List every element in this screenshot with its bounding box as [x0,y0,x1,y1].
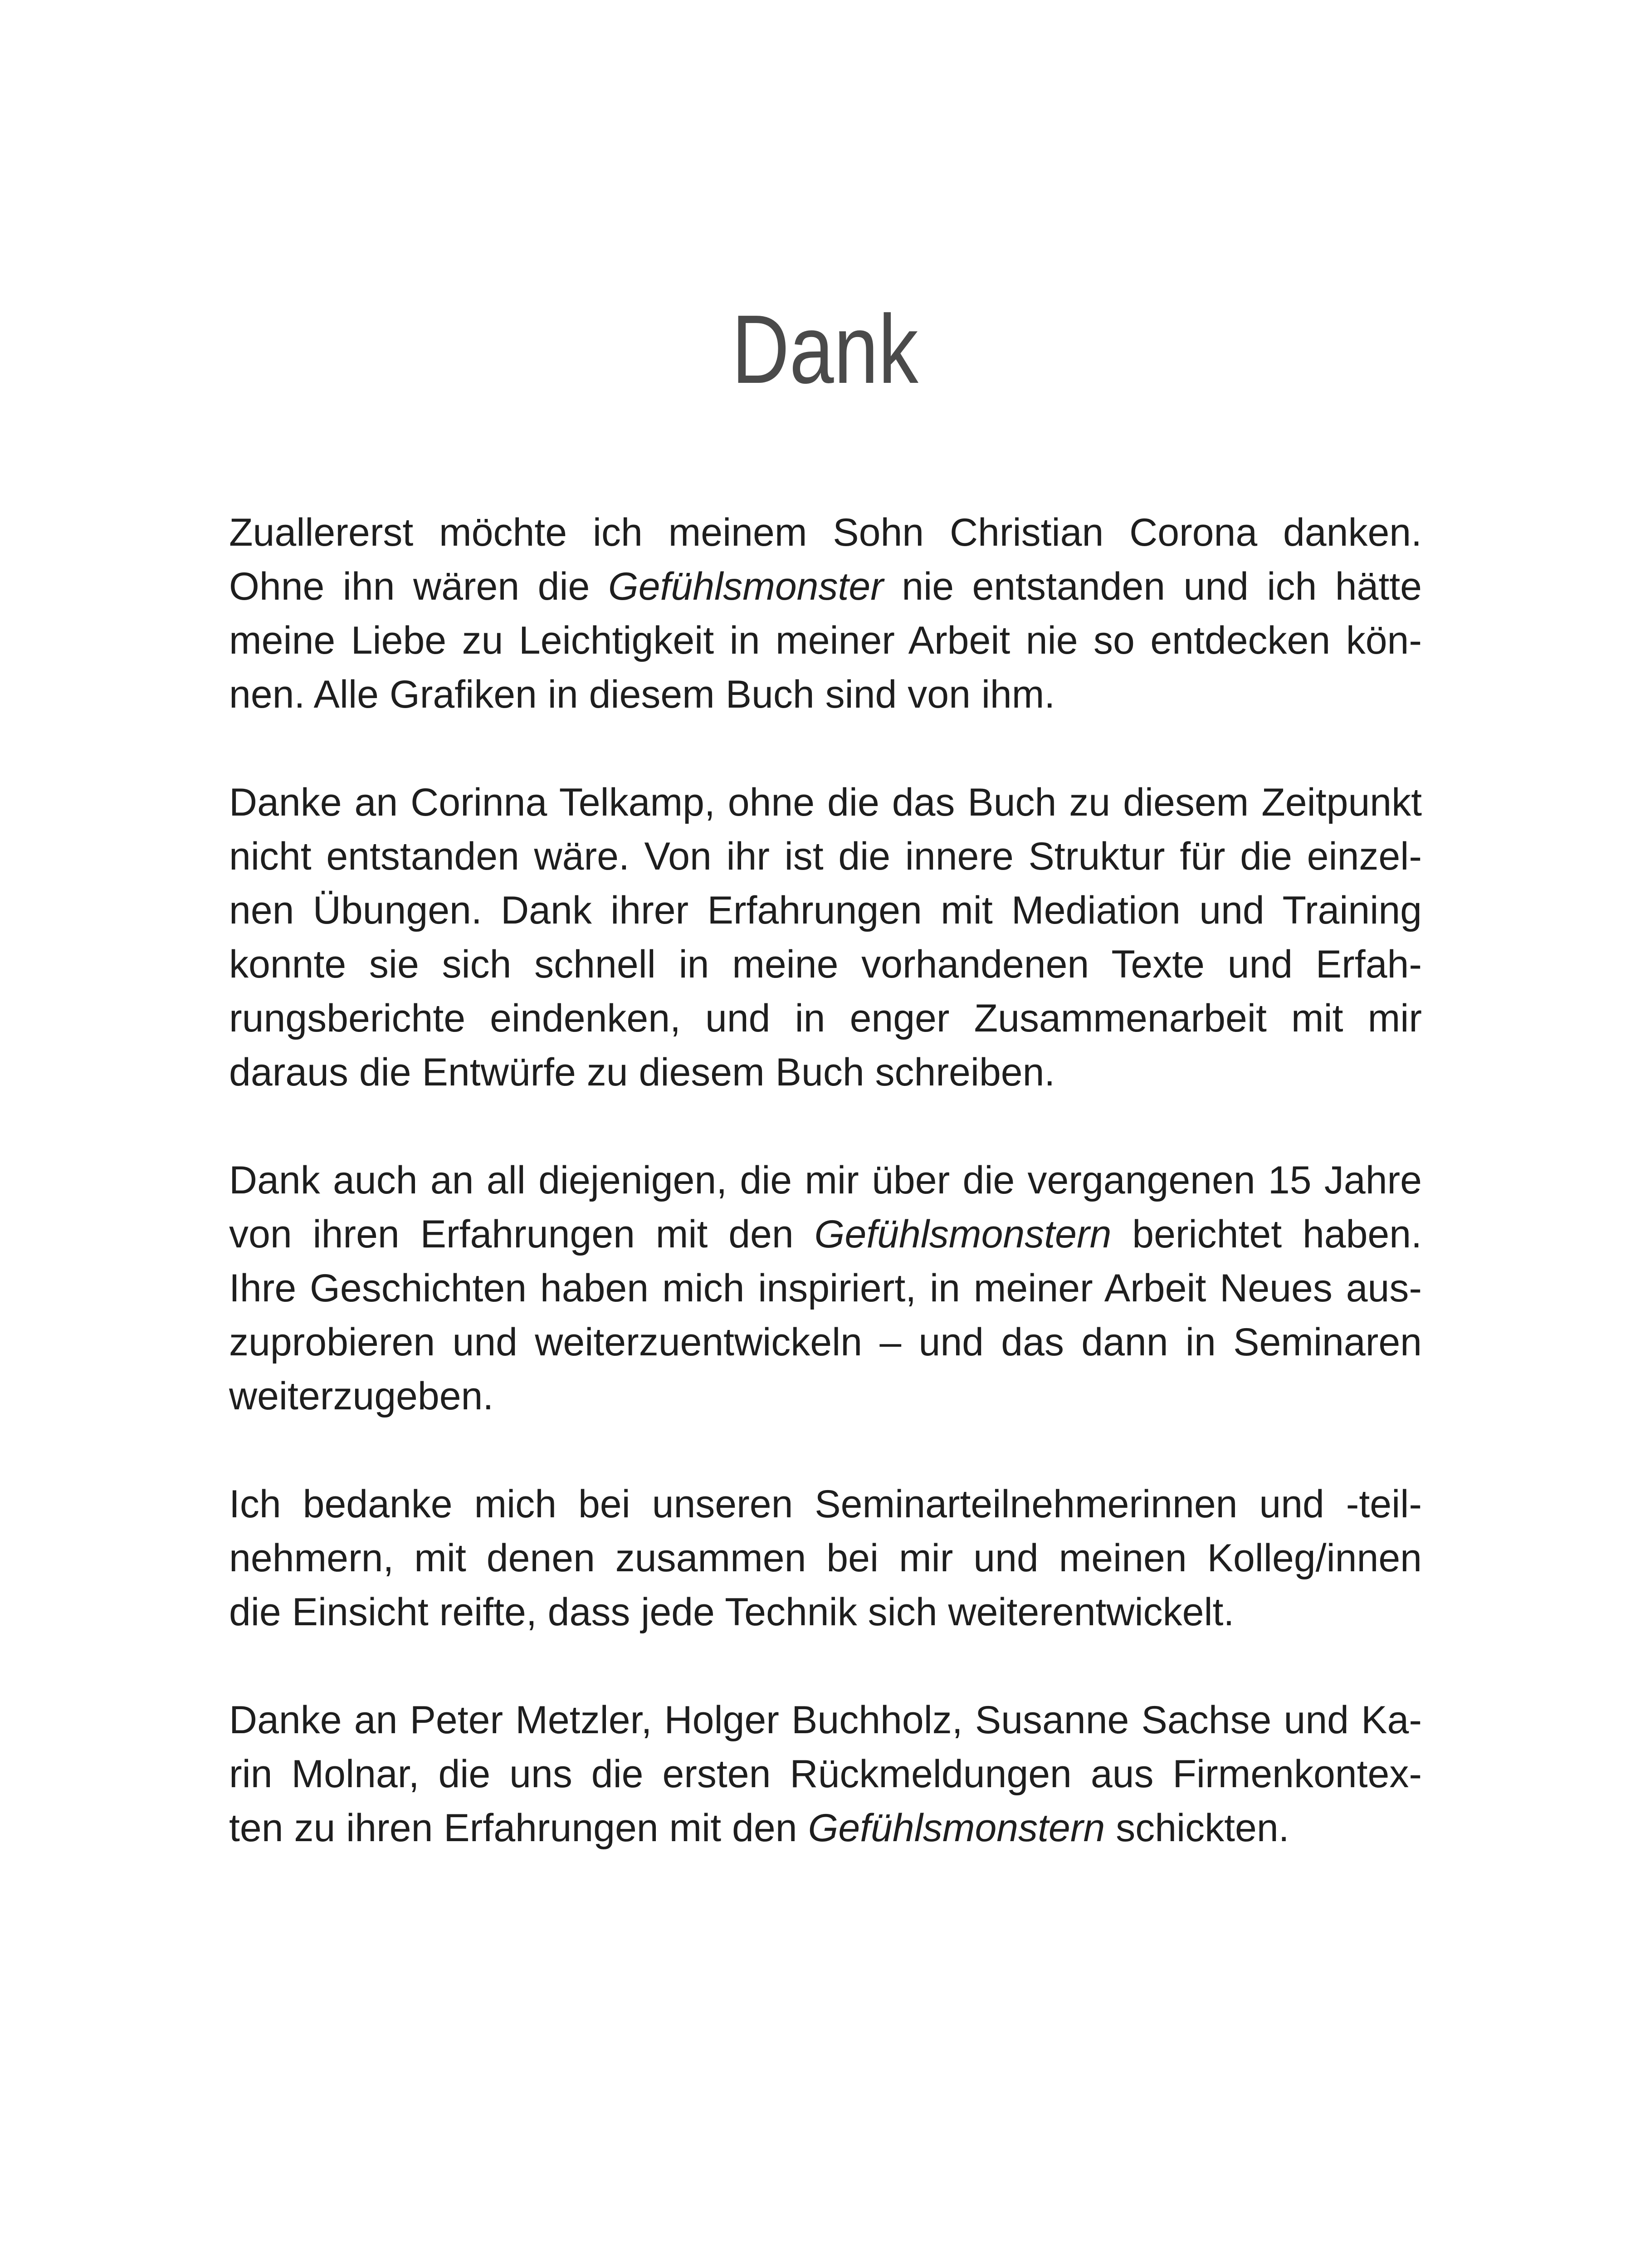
text-line [229,1315,1422,1369]
text-segment: weiterzugeben. [229,1374,494,1418]
text-segment: rin Molnar, die uns die ersten Rückmeldungen aus Firmenkontex- [229,1752,1422,1796]
acknowledgments-text [229,506,1422,1909]
text-line [229,614,1422,668]
text-line [229,1693,1422,1747]
italic-term: Gefühlsmonstern [814,1212,1112,1256]
text-segment: nicht entstanden wäre. Von ihr ist die innere Struktur für die einzel- [229,835,1422,878]
paragraph-2 [229,776,1422,1100]
text-segment: Dank auch an all diejenigen, die mir über die vergangenen 15 Jahre [229,1158,1422,1202]
text-segment: nen. Alle Grafiken in diesem Buch sind von ihm. [229,673,1055,716]
text-line [229,938,1422,992]
text-line [229,1046,1422,1100]
text-line [229,1207,1422,1261]
text-line [229,776,1422,830]
text-segment: nehmern, mit denen zusammen bei mir und meinen Kolleg/innen [229,1536,1422,1580]
text-segment: schickten. [1105,1806,1289,1850]
text-line [229,1585,1422,1639]
text-line [229,1801,1422,1855]
text-line [229,1747,1422,1801]
text-segment: meine Liebe zu Leichtigkeit in meiner Arbeit nie so entdecken kön- [229,619,1422,662]
italic-term: Gefühlsmonster [608,565,884,608]
text-line [229,992,1422,1046]
text-segment: berichtet haben. [1111,1212,1422,1256]
text-segment: Ich bedanke mich bei unseren Seminarteilnehmerinnen und -teil- [229,1482,1422,1526]
text-line [229,1369,1422,1423]
text-segment: Ihre Geschichten haben mich inspiriert, in meiner Arbeit Neues aus- [229,1266,1422,1310]
page-title: Dank [732,294,918,404]
text-line [229,1477,1422,1531]
text-segment: konnte sie sich schnell in meine vorhandenen Texte und Erfah- [229,943,1422,986]
text-segment: von ihren Erfahrungen mit den [229,1212,815,1256]
text-line [229,884,1422,938]
text-line [229,668,1422,722]
text-segment: Danke an Corinna Telkamp, ohne die das Buch zu diesem Zeitpunkt [229,781,1422,824]
text-segment: Ohne ihn wären die [229,565,608,608]
text-segment: Danke an Peter Metzler, Holger Buchholz, Susanne Sachse und Ka- [229,1698,1422,1742]
italic-term: Gefühlsmonstern [808,1806,1105,1850]
text-line [229,1261,1422,1315]
paragraph-3 [229,1154,1422,1423]
text-segment: daraus die Entwürfe zu diesem Buch schreiben. [229,1051,1055,1094]
text-line [229,1154,1422,1207]
text-segment: Zuallererst möchte ich meinem Sohn Christian Corona danken. [229,511,1422,554]
text-segment: rungsberichte eindenken, und in enger Zusammenarbeit mit mir [229,997,1422,1040]
paragraph-4 [229,1477,1422,1639]
text-line [229,1531,1422,1585]
text-line [229,560,1422,614]
text-line [229,506,1422,560]
text-segment: die Einsicht reifte, dass jede Technik sich weiterentwickelt. [229,1590,1235,1634]
paragraph-1 [229,506,1422,722]
text-segment: ten zu ihren Erfahrungen mit den [229,1806,808,1850]
text-segment: zuprobieren und weiterzuentwickeln – und das dann in Seminaren [229,1320,1422,1364]
text-segment: nen Übungen. Dank ihrer Erfahrungen mit Mediation und Training [229,889,1422,932]
text-segment: nie entstanden und ich hätte [883,565,1422,608]
text-line [229,830,1422,884]
paragraph-5 [229,1693,1422,1855]
